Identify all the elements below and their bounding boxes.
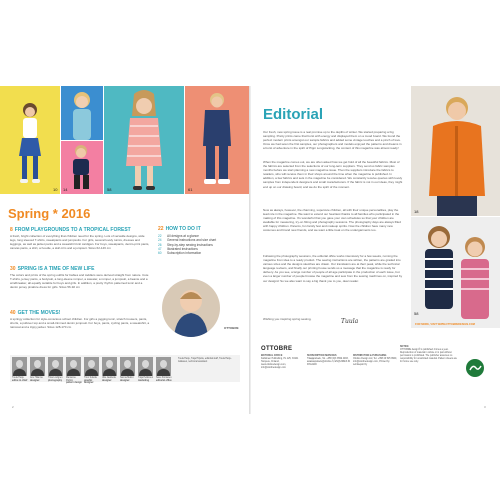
footer-column-text: Kallioinen Publishing, PL 125, 33101 Tampere, Finland, www.ottobredesign.com, info@ottobredesign.com [261, 358, 299, 369]
photo-page-number: 10 [53, 187, 58, 192]
ottobre-logo: OTTOBRE [261, 346, 293, 352]
staff-photo [120, 357, 135, 376]
footer-column [353, 355, 397, 367]
footer-notice [400, 346, 460, 364]
editorial-paragraph: Our fresh, new spring issue is a real promise up to the depths of winter. We started preparing a big sampling. Pretty prints came that burst with energy and displayed them on a mood board. We found the perfect modern prints amongst our sample fabrics and added some vintage touches and a pinch of love. Once we had sewn the first samples, our photographers and models enjoyed the patterns and dreams in a burst of adventure in the spirit of Pippi Longstocking, the content of this magazine was almost ready! [263, 130, 402, 151]
girl-pink-dress-illustration [104, 86, 184, 194]
footer-column-title: NOTICE [400, 346, 409, 348]
staff-caption [120, 377, 137, 382]
girl-portrait-illustration [61, 86, 103, 140]
editorial-closing: Wishing you inspiring spring sewing, [263, 317, 312, 321]
staff-photo [66, 357, 81, 376]
photo-page-number: 58 [414, 311, 419, 316]
staff-role: photography [48, 379, 63, 382]
section-title [10, 310, 60, 316]
section-heading: GET THE MOVES! [17, 310, 61, 316]
girl-figure-illustration [0, 86, 60, 194]
staff-name: Tuula Harju [12, 377, 24, 379]
web-link-note: FOR MORE, VISIT WWW.OTTOBREDESIGN.COM [415, 323, 475, 326]
staff-photo [12, 357, 27, 376]
photo-page-number: 18 [414, 209, 419, 214]
photo-page-number: 61 [188, 187, 193, 192]
photo-girl-teal-background [104, 86, 184, 194]
toc-page-number: 22 [158, 234, 162, 238]
staff-photo [48, 357, 63, 376]
photo-boy-pink-background [61, 141, 103, 194]
toc-label: Subscription information [167, 251, 202, 256]
boy-denim-jumpsuit-illustration [185, 86, 249, 194]
photo-girl-blue-background [61, 86, 103, 140]
staff-photo [30, 357, 45, 376]
staff-name: Timo Sokola [84, 377, 97, 379]
toc-label: All designs at a glance [167, 234, 199, 238]
staff-name: Sanna Malmi [120, 377, 134, 379]
section-title [10, 227, 131, 233]
staff-photo [102, 357, 117, 376]
toc-page-number: 47 [158, 246, 162, 251]
baby-illustration [162, 279, 220, 337]
staff-caption [30, 377, 47, 382]
footer-column [261, 355, 305, 370]
toc-label: Step-by-step sewing instructions [167, 242, 213, 247]
toc-page-number: 60 [158, 251, 162, 256]
editor-signature: Tuula [341, 318, 359, 325]
staff-role: designer [120, 379, 130, 382]
staff-strip [10, 355, 240, 385]
staff-role: marketing [138, 379, 149, 382]
staff-photo [138, 357, 153, 376]
staff-caption [156, 377, 173, 382]
staff-note: Tuula Harju, Tuija Hilpola, editorial staff, Tuula Harju-Jalkanen, technical assistant [178, 358, 232, 363]
section-page-number: 30 [10, 266, 16, 272]
section-page-number: 8 [10, 227, 13, 233]
photo-page-number: 58 [107, 187, 112, 192]
staff-role: graphic designer [84, 379, 94, 385]
boy-orange-jacket-illustration [411, 86, 500, 216]
editorial-paragraph: When the magazine comes out, we are often asked how we get hold of all the beautiful fabrics. Most of the fabrics are selected from the selections of our long-term suppliers. They send us fabric samples months before we start planning a new magazine issue. Then the suppliers introduce the fabrics to retailers, who will receive them in their shops around the time when the magazine is published. In addition, a few fabrics and sets in the magazine be considered. We constantly receive queries with lovely samples from independent designers and small manufacturers. If the fabric is not in our ideas, they might end up on our drawing board, and we do the spirit of the moment. [263, 160, 403, 189]
photo-boy-orange-jacket [411, 86, 500, 216]
two-girls-illustration [411, 217, 500, 328]
staff-name: Tuija Pelkonen [138, 377, 154, 379]
section-heading: SPRING IS A TIME OF NEW LIFE [17, 266, 95, 272]
staff-name: Ulla Jaukkola [102, 377, 116, 379]
section-title [10, 266, 94, 272]
page-number-right: 3 [484, 405, 486, 409]
section-heading: HOW TO DO IT [165, 226, 201, 232]
section-page-number: 40 [10, 310, 16, 316]
staff-caption [66, 377, 83, 385]
staff-role: pattern design [66, 382, 82, 385]
ottobre-brand-mark: OTTOBRE [224, 326, 239, 330]
section-description: A springy collection for style-conscious school children. For girls a jogging tunic, stretch trousers, pants, shorts, a pullover top and a small-trimmed denim jumpsuit. For boys, pants, cycling pants, a sweatshirt, a raincoat and a zippy jacket. Sizes 128-170 cm [10, 317, 150, 329]
how-to-do-it-list [158, 226, 246, 255]
staff-name: Anu Hilanna [30, 377, 43, 379]
footer-column-text: Tilaajapalvelu, Tel. +358 (0)3 3599 4483, asiakaspalvelu@ottobre.fi, ENQUIRIES IN FINLAND [307, 358, 351, 366]
footer-column [307, 355, 351, 367]
staff-name: Marianna Pahkin [66, 377, 76, 382]
toc-label: Illustrated instructions [167, 246, 198, 251]
footer-column-text: OTTOBRE design® is published 4 times a year. Reproduction of material in whole or in part without permission is prohibited. The publisher assumes no responsibility for unsolicited material. Pattern sheets are for home use only. [400, 349, 457, 363]
photo-page-number: 14 [63, 187, 68, 192]
page-number-left: 2 [12, 405, 14, 409]
footer-column-title: DISTRIBUTION & PUBLISHING [353, 355, 387, 357]
toc-entry [158, 251, 246, 255]
toc-label: General instructions and size chart [167, 238, 217, 243]
photo-girl-yellow-background [0, 86, 60, 194]
footer-column-title: EDITORIAL OFFICE [261, 355, 283, 357]
staff-caption [84, 377, 101, 385]
staff-role: designer [30, 379, 40, 382]
staff-role: editorial office [156, 379, 172, 382]
section-page-number: 22 [158, 226, 164, 232]
toc-page-number: 24 [158, 238, 162, 243]
staff-role: editor-in-chief [12, 379, 28, 382]
issue-title: Spring * 2016 [8, 206, 91, 221]
footer-column-text: Ottobre Design Ltd, Tel. +358 40 525 8900, info@ottobredesign.com, Printed by Lehtisepät Oy [353, 358, 397, 366]
staff-caption [102, 377, 119, 382]
staff-caption [12, 377, 29, 382]
editorial-paragraph: Now as always, however, the charming, supercute children, all with their unique personalities, play the lead role in the magazine. We want to extend our heartiest thanks to all families who participated in the making of this magazine. It's wonderful that you gave your own schedules so that your children are available for measuring, try-on fitting and photography sessions. The photography days are always filled with happy children. Parents, fun family fest and makeup spirits. Now the children have many new costumes and brand new friends, and we want a little treat on the undergarments too. [263, 208, 401, 233]
photo-two-girls-striped [411, 217, 500, 328]
photo-baby-circle [162, 279, 220, 337]
staff-role: designer [102, 379, 112, 382]
staff-caption [138, 377, 155, 382]
staff-photo [84, 357, 99, 376]
staff-caption [48, 377, 65, 382]
section-description: A fresh, bright collection of everything that children need for the spring. Lots of versatile designs, wide legs, long sleeved T-shirts, sweatpants and jumpsuits. For girls, several lovely tunics, dresses and leggings, as well as jacket pants and a sweatshirt knit cardigan. For boys, sweatpants, denim-print pants, canvas pants, a shirt, a hoodie, a skirt-trim and a jumpsuit. Sizes 62-146 cm [10, 234, 150, 250]
editorial-paragraph: Following the photography sessions, the editorial office works intensively for a few weeks, running the magazine from idea to a ready product. The sewing instructions are written, the patterns are graded into various sizes and the designs sketches are drawn. Our translators are at their peak, while the technical language revisers, and finally our printing house sends us a message that the magazine is ready for delivery. As you see, a large number of people of all age participate in the production of each issue, but even a larger number of people browse the magazine and sew from the sewing machines on, inspired by our designs! So we also want to say a big thank you to you, dear reader. [263, 254, 403, 283]
section-title [158, 226, 246, 232]
toc-page-number: 26 [158, 242, 162, 247]
staff-photo [156, 357, 171, 376]
staff-name: Tiina Lindgren [48, 377, 63, 379]
staff-name: Sasu Kinttanen [156, 377, 172, 379]
footer-column-title: SUBSCRIPTION SERVICES [307, 355, 337, 357]
ecolabel-swan-icon [465, 358, 485, 380]
editorial-title: Editorial [263, 106, 324, 123]
section-heading: FROM PLAYGROUNDS TO A TROPICAL FOREST [14, 227, 131, 233]
section-description: The colors and prints of the spring outfits for babies and toddlers were derived straight from nature. Cute T-shirts, jersey pants, a bodysuit, a long-sleeve romper, a sweater, a romper, a jumpsuit, a beanie and a windbreaker, all equally suitable for boys and girls. In addition, a pretty rhythm patterned tunic and a denim jersey pinafore dress for girls. Sizes 56-92 cm [10, 273, 149, 289]
photo-boy-coral-background [185, 86, 249, 194]
